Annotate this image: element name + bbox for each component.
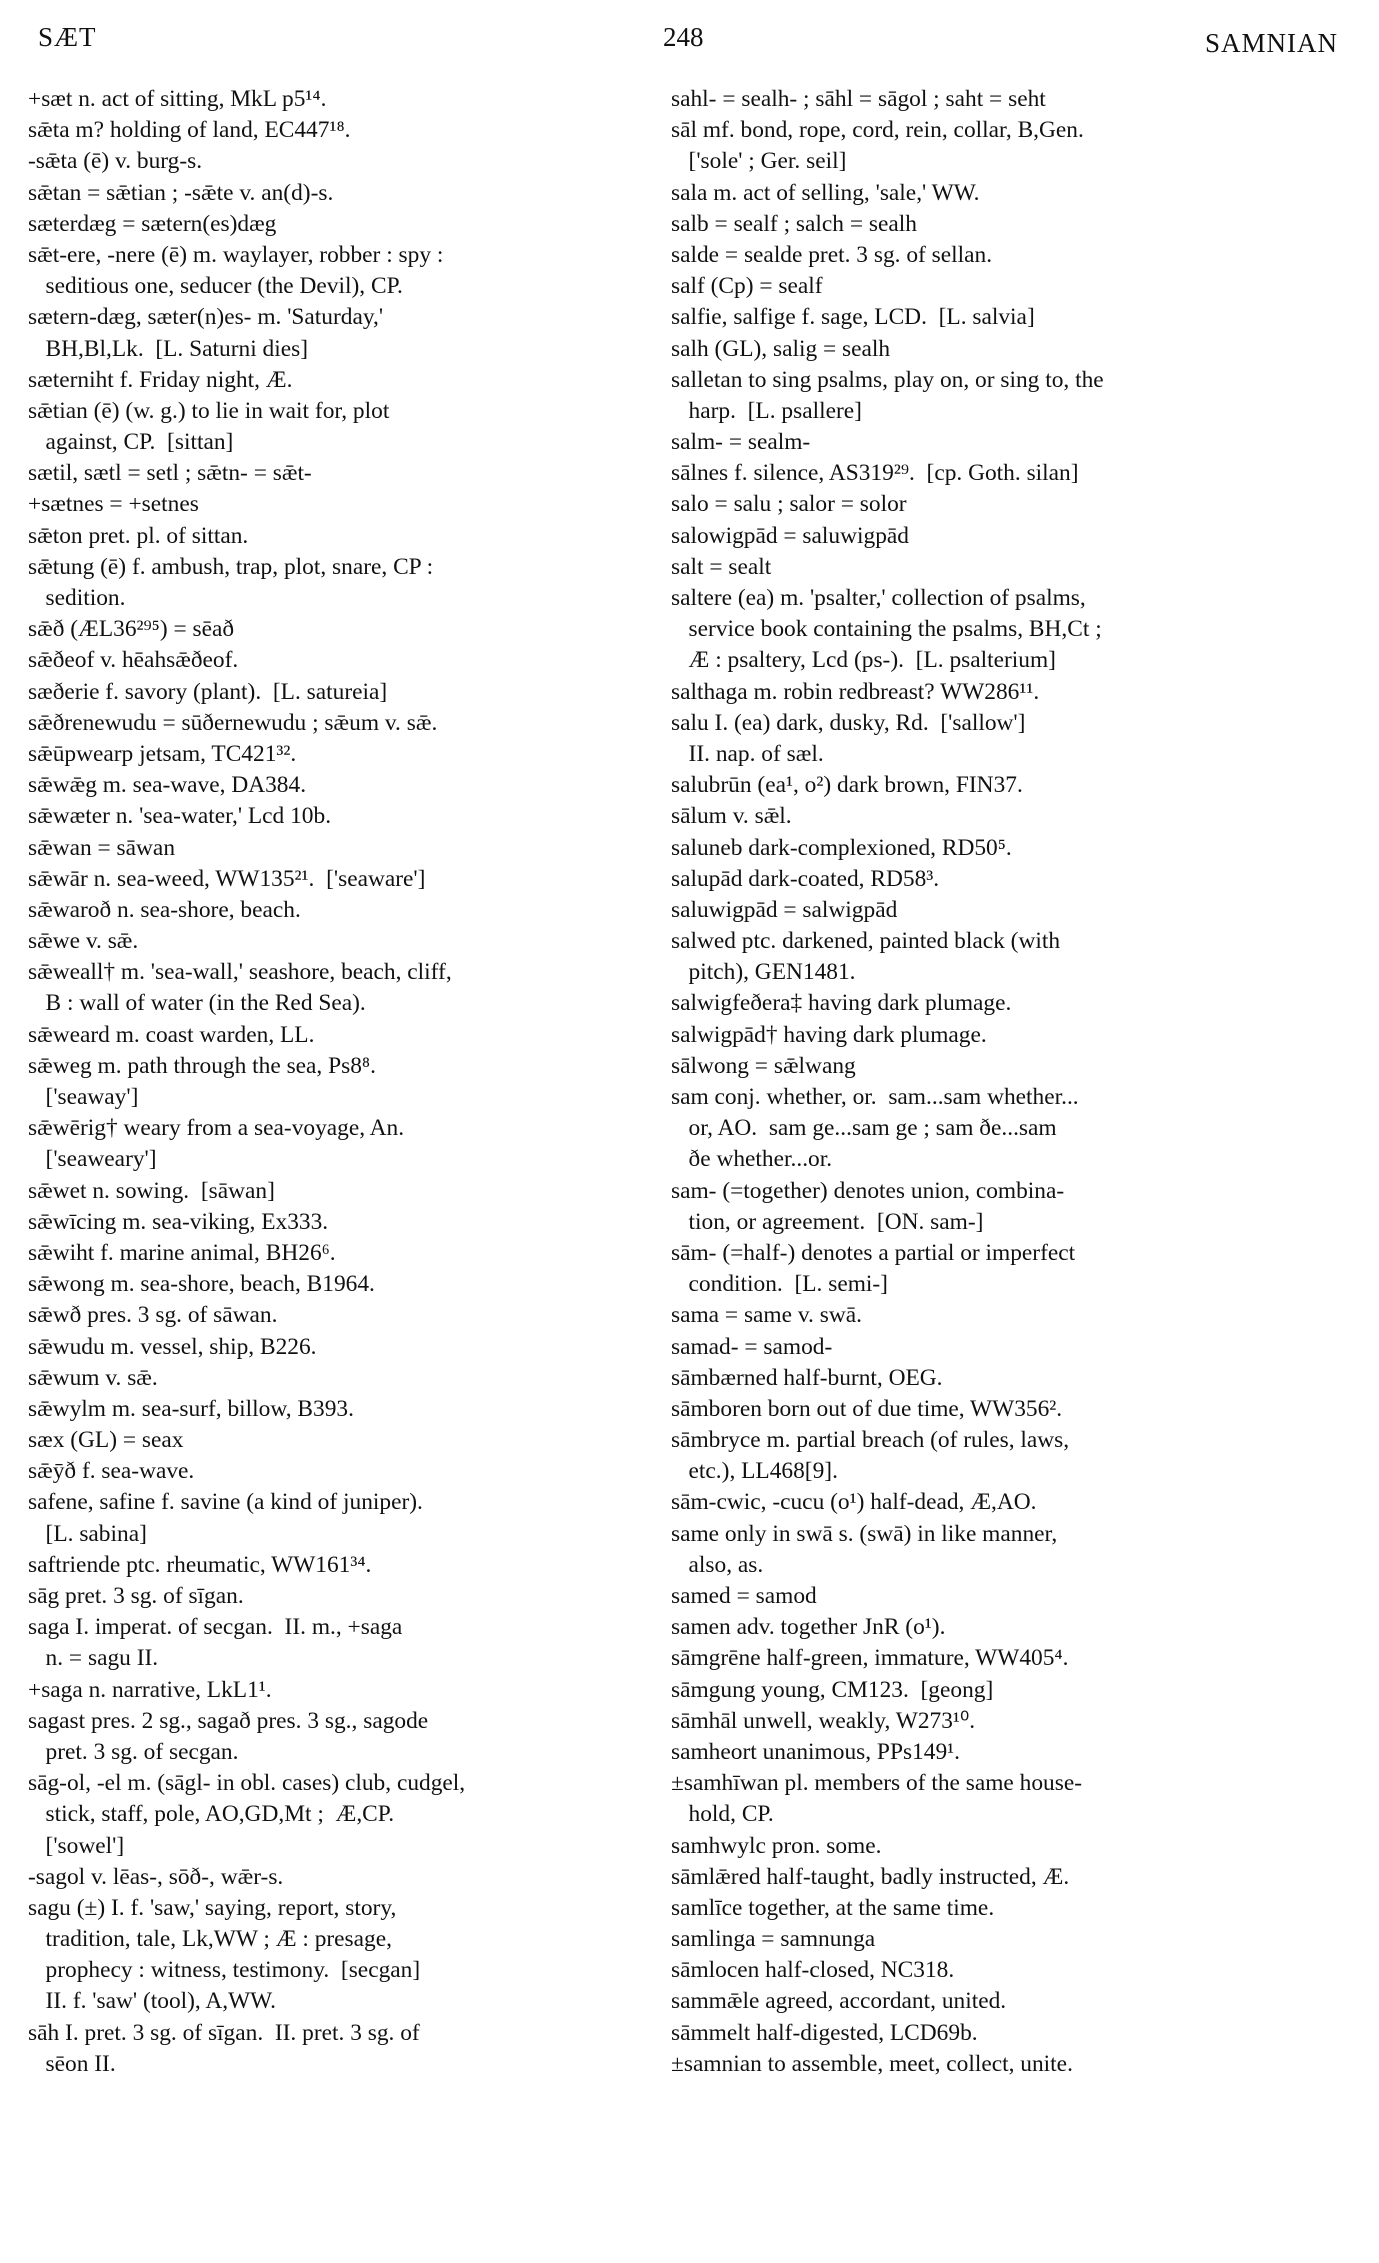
entry-line: sǣwiht f. marine animal, BH26⁶.: [28, 1239, 336, 1266]
entry-line: n. = sagu II.: [28, 1645, 159, 1672]
entry-line: sǣwet n. sowing. [sāwan]: [28, 1177, 275, 1204]
entry-line: salb = sealf ; salch = sealh: [671, 210, 917, 237]
entry-line: sām- (=half-) denotes a partial or imperfect: [671, 1239, 1076, 1266]
entry-line: sǣȳð f. sea-wave.: [28, 1458, 195, 1485]
entry-line: sagu (±) I. f. 'saw,' saying, report, story,: [28, 1894, 397, 1921]
entry-line: sǣwīcing m. sea-viking, Ex333.: [28, 1208, 329, 1235]
entry-line: sǣwð pres. 3 sg. of sāwan.: [28, 1302, 278, 1329]
entry-line: sǣtung (ē) f. ambush, trap, plot, snare, CP :: [28, 553, 434, 580]
entry-line: salwigfeðera‡ having dark plumage.: [671, 990, 1012, 1017]
entry-line: -sǣta (ē) v. burg-s.: [28, 148, 203, 175]
entry-line: sāmmelt half-digested, LCD69b.: [671, 2019, 978, 2046]
entry-line: salowigpād = saluwigpād: [671, 522, 909, 549]
entry-line: salt = sealt: [671, 553, 772, 580]
entry-line: sammǣle agreed, accordant, united.: [671, 1988, 1007, 2015]
entry-line: samheort unanimous, PPs149¹.: [671, 1738, 961, 1765]
entry-line: sām-cwic, -cucu (o¹) half-dead, Æ,AO.: [671, 1489, 1037, 1516]
entry-line: salo = salu ; salor = solor: [671, 491, 907, 518]
entry-line: sāmbærned half-burnt, OEG.: [671, 1364, 943, 1391]
entry-line: sǣð (ÆL36²⁹⁵) = sēað: [28, 616, 235, 643]
entry-line: same only in swā s. (swā) in like manner,: [671, 1520, 1058, 1547]
entry-line: sǣwaroð n. sea-shore, beach.: [28, 896, 301, 923]
header-left-guide-word: SÆT: [38, 22, 97, 52]
entry-line: ±samnian to assemble, meet, collect, unite.: [671, 2050, 1073, 2077]
entry-line: ['sowel']: [28, 1832, 125, 1859]
entry-line: salubrūn (ea¹, o²) dark brown, FIN37.: [671, 772, 1023, 799]
entry-line: sæðerie f. savory (plant). [L. satureia]: [28, 678, 388, 705]
entry-line: [L. sabina]: [28, 1520, 147, 1547]
entry-line: tradition, tale, Lk,WW ; Æ : presage,: [28, 1926, 392, 1953]
entry-line: sǣwǣg m. sea-wave, DA384.: [28, 772, 307, 799]
entry-line: sāmhāl unwell, weakly, W273¹⁰.: [671, 1707, 976, 1734]
entry-line: samad- = samod-: [671, 1333, 833, 1360]
entry-line: ['seaweary']: [28, 1146, 157, 1173]
entry-line: sāmgung young, CM123. [geong]: [671, 1676, 994, 1703]
entry-line: samlīce together, at the same time.: [671, 1894, 995, 1921]
entry-line: salthaga m. robin redbreast? WW286¹¹.: [671, 678, 1040, 705]
entry-line: tion, or agreement. [ON. sam-]: [671, 1208, 984, 1235]
entry-line: samed = samod: [671, 1583, 817, 1609]
entry-line: sāmlocen half-closed, NC318.: [671, 1957, 955, 1984]
entry-line: sǣweall† m. 'sea-wall,' seashore, beach, cliff,: [28, 959, 452, 986]
entry-line: sahl- = sealh- ; sāhl = sāgol ; saht = seht: [671, 86, 1046, 112]
entry-line: ±samhīwan pl. members of the same house-: [671, 1770, 1083, 1797]
entry-line: etc.), LL468[9].: [671, 1458, 838, 1485]
entry-line: samlinga = samnunga: [671, 1926, 876, 1953]
entry-line: saltere (ea) m. 'psalter,' collection of psalms,: [671, 585, 1086, 611]
entry-line: or, AO. sam ge...sam ge ; sam ðe...sam: [671, 1115, 1057, 1142]
entry-line: sala m. act of selling, 'sale,' WW.: [671, 179, 980, 206]
entry-line: sǣwērig† weary from a sea-voyage, An.: [28, 1115, 405, 1142]
entry-line: +sæt n. act of sitting, MkL p5¹⁴.: [28, 86, 327, 112]
entry-line: saga I. imperat. of secgan. II. m., +saga: [28, 1614, 403, 1641]
entry-line: salwigpād† having dark plumage.: [671, 1021, 987, 1048]
entry-line: saluneb dark-complexioned, RD50⁵.: [671, 834, 1012, 861]
entry-line: sætil, sætl = setl ; sǣtn- = sǣt-: [28, 460, 312, 487]
entry-line: sæx (GL) = seax: [28, 1427, 184, 1454]
entry-line: sæterdæg = sætern(es)dæg: [28, 210, 277, 237]
entry-line: stick, staff, pole, AO,GD,Mt ; Æ,CP.: [28, 1801, 395, 1828]
entry-line: sam- (=together) denotes union, combina-: [671, 1177, 1065, 1204]
entry-line: -sagol v. lēas-, sōð-, wǣr-s.: [28, 1863, 284, 1890]
entry-line: sāmgrēne half-green, immature, WW405⁴.: [671, 1645, 1069, 1672]
entry-line: seditious one, seducer (the Devil), CP.: [28, 273, 403, 300]
entry-line: sāmbryce m. partial breach (of rules, laws,: [671, 1427, 1070, 1454]
entry-line: sam conj. whether, or. sam...sam whether...: [671, 1084, 1079, 1110]
entry-line: sedition.: [28, 585, 126, 611]
entry-line: sālum v. sǣl.: [671, 803, 792, 830]
entry-line: sætern-dæg, sæter(n)es- m. 'Saturday,': [28, 304, 384, 331]
entry-line: ['seaway']: [28, 1084, 139, 1110]
entry-line: sāg pret. 3 sg. of sīgan.: [28, 1583, 244, 1609]
entry-line: II. nap. of sæl.: [671, 740, 824, 767]
entry-line: salletan to sing psalms, play on, or sing to, the: [671, 366, 1104, 393]
entry-line: +saga n. narrative, LkL1¹.: [28, 1676, 272, 1703]
entry-line: samen adv. together JnR (o¹).: [671, 1614, 946, 1641]
entry-line: sǣwong m. sea-shore, beach, B1964.: [28, 1271, 375, 1298]
entry-line: condition. [L. semi-]: [671, 1271, 888, 1298]
entry-line: sālnes f. silence, AS319²⁹. [cp. Goth. silan]: [671, 460, 1079, 487]
entry-line: pitch), GEN1481.: [671, 959, 856, 986]
left-column: [28, 84, 656, 2080]
entry-line: salupād dark-coated, RD58³.: [671, 865, 940, 892]
entry-line: ['sole' ; Ger. seil]: [671, 148, 847, 175]
entry-line: salfie, salfige f. sage, LCD. [L. salvia]: [671, 304, 1035, 331]
entry-line: also, as.: [671, 1551, 764, 1578]
entry-line: salh (GL), salig = sealh: [671, 335, 891, 362]
entry-line: sāg-ol, -el m. (sāgl- in obl. cases) club, cudgel,: [28, 1770, 466, 1797]
entry-line: sǣton pret. pl. of sittan.: [28, 522, 249, 549]
entry-line: sǣtian (ē) (w. g.) to lie in wait for, plot: [28, 397, 390, 424]
entry-line: safene, safine f. savine (a kind of juniper).: [28, 1489, 423, 1516]
entry-line: sāmlǣred half-taught, badly instructed, Æ.: [671, 1863, 1070, 1890]
entry-line: sǣūpwearp jetsam, TC421³².: [28, 740, 297, 767]
entry-line: sǣwe v. sǣ.: [28, 928, 139, 955]
entry-line: sāl mf. bond, rope, cord, rein, collar, B,Gen.: [671, 117, 1084, 144]
entry-line: sǣwan = sāwan: [28, 834, 176, 861]
entry-line: prophecy : witness, testimony. [secgan]: [28, 1957, 421, 1984]
entry-line: B : wall of water (in the Red Sea).: [28, 990, 366, 1017]
entry-line: sæterniht f. Friday night, Æ.: [28, 366, 293, 393]
entry-line: sāh I. pret. 3 sg. of sīgan. II. pret. 3 sg. of: [28, 2019, 420, 2046]
entry-line: sāmboren born out of due time, WW356².: [671, 1395, 1063, 1422]
entry-line: salwed ptc. darkened, painted black (with: [671, 928, 1061, 955]
entry-line: sagast pres. 2 sg., sagað pres. 3 sg., sagode: [28, 1707, 429, 1734]
entry-line: ðe whether...or.: [671, 1146, 833, 1173]
entry-line: sǣt-ere, -nere (ē) m. waylayer, robber : spy :: [28, 241, 444, 268]
entry-line: II. f. 'saw' (tool), A,WW.: [28, 1988, 276, 2015]
entry-line: sǣwum v. sǣ.: [28, 1364, 158, 1391]
entry-line: harp. [L. psallere]: [671, 397, 862, 424]
entry-line: saluwigpād = salwigpād: [671, 896, 898, 923]
entry-line: service book containing the psalms, BH,Ct ;: [671, 616, 1102, 643]
entry-line: sǣweard m. coast warden, LL.: [28, 1021, 315, 1048]
entry-line: samhwylc pron. some.: [671, 1832, 882, 1859]
entry-line: sālwong = sǣlwang: [671, 1052, 856, 1079]
entry-line: sēon II.: [28, 2050, 116, 2077]
page-header: [38, 22, 1338, 58]
entry-line: sama = same v. swā.: [671, 1302, 862, 1329]
header-right-guide-word: SAMNIAN: [1204, 28, 1338, 58]
entry-line: sǣwylm m. sea-surf, billow, B393.: [28, 1395, 354, 1422]
entry-line: Æ : psaltery, Lcd (ps-). [L. psalterium]: [671, 647, 1056, 674]
entry-line: BH,Bl,Lk. [L. Saturni dies]: [28, 335, 309, 362]
entry-line: sǣta m? holding of land, EC447¹⁸.: [28, 117, 351, 144]
entry-line: saftriende ptc. rheumatic, WW161³⁴.: [28, 1551, 372, 1578]
entry-line: sǣwudu m. vessel, ship, B226.: [28, 1333, 317, 1360]
entry-line: hold, CP.: [671, 1801, 774, 1828]
entry-line: +sætnes = +setnes: [28, 491, 199, 518]
entry-line: sǣwæter n. 'sea-water,' Lcd 10b.: [28, 803, 332, 830]
entry-line: sǣðeof v. hēahsǣðeof.: [28, 647, 239, 674]
entry-line: pret. 3 sg. of secgan.: [28, 1738, 239, 1765]
entry-line: salde = sealde pret. 3 sg. of sellan.: [671, 241, 993, 268]
right-column: [671, 84, 1321, 2080]
entry-line: salf (Cp) = sealf: [671, 273, 823, 300]
entry-line: salm- = sealm-: [671, 429, 811, 456]
entry-line: against, CP. [sittan]: [28, 429, 234, 456]
entry-line: sǣweg m. path through the sea, Ps8⁸.: [28, 1052, 376, 1079]
page-number: 248: [663, 22, 704, 52]
entry-line: salu I. (ea) dark, dusky, Rd. ['sallow']: [671, 709, 1026, 736]
entry-line: sǣwār n. sea-weed, WW135²¹. ['seaware']: [28, 865, 426, 892]
entry-line: sǣtan = sǣtian ; -sǣte v. an(d)-s.: [28, 179, 334, 206]
entry-line: sǣðrenewudu = sūðernewudu ; sǣum v. sǣ.: [28, 709, 438, 736]
